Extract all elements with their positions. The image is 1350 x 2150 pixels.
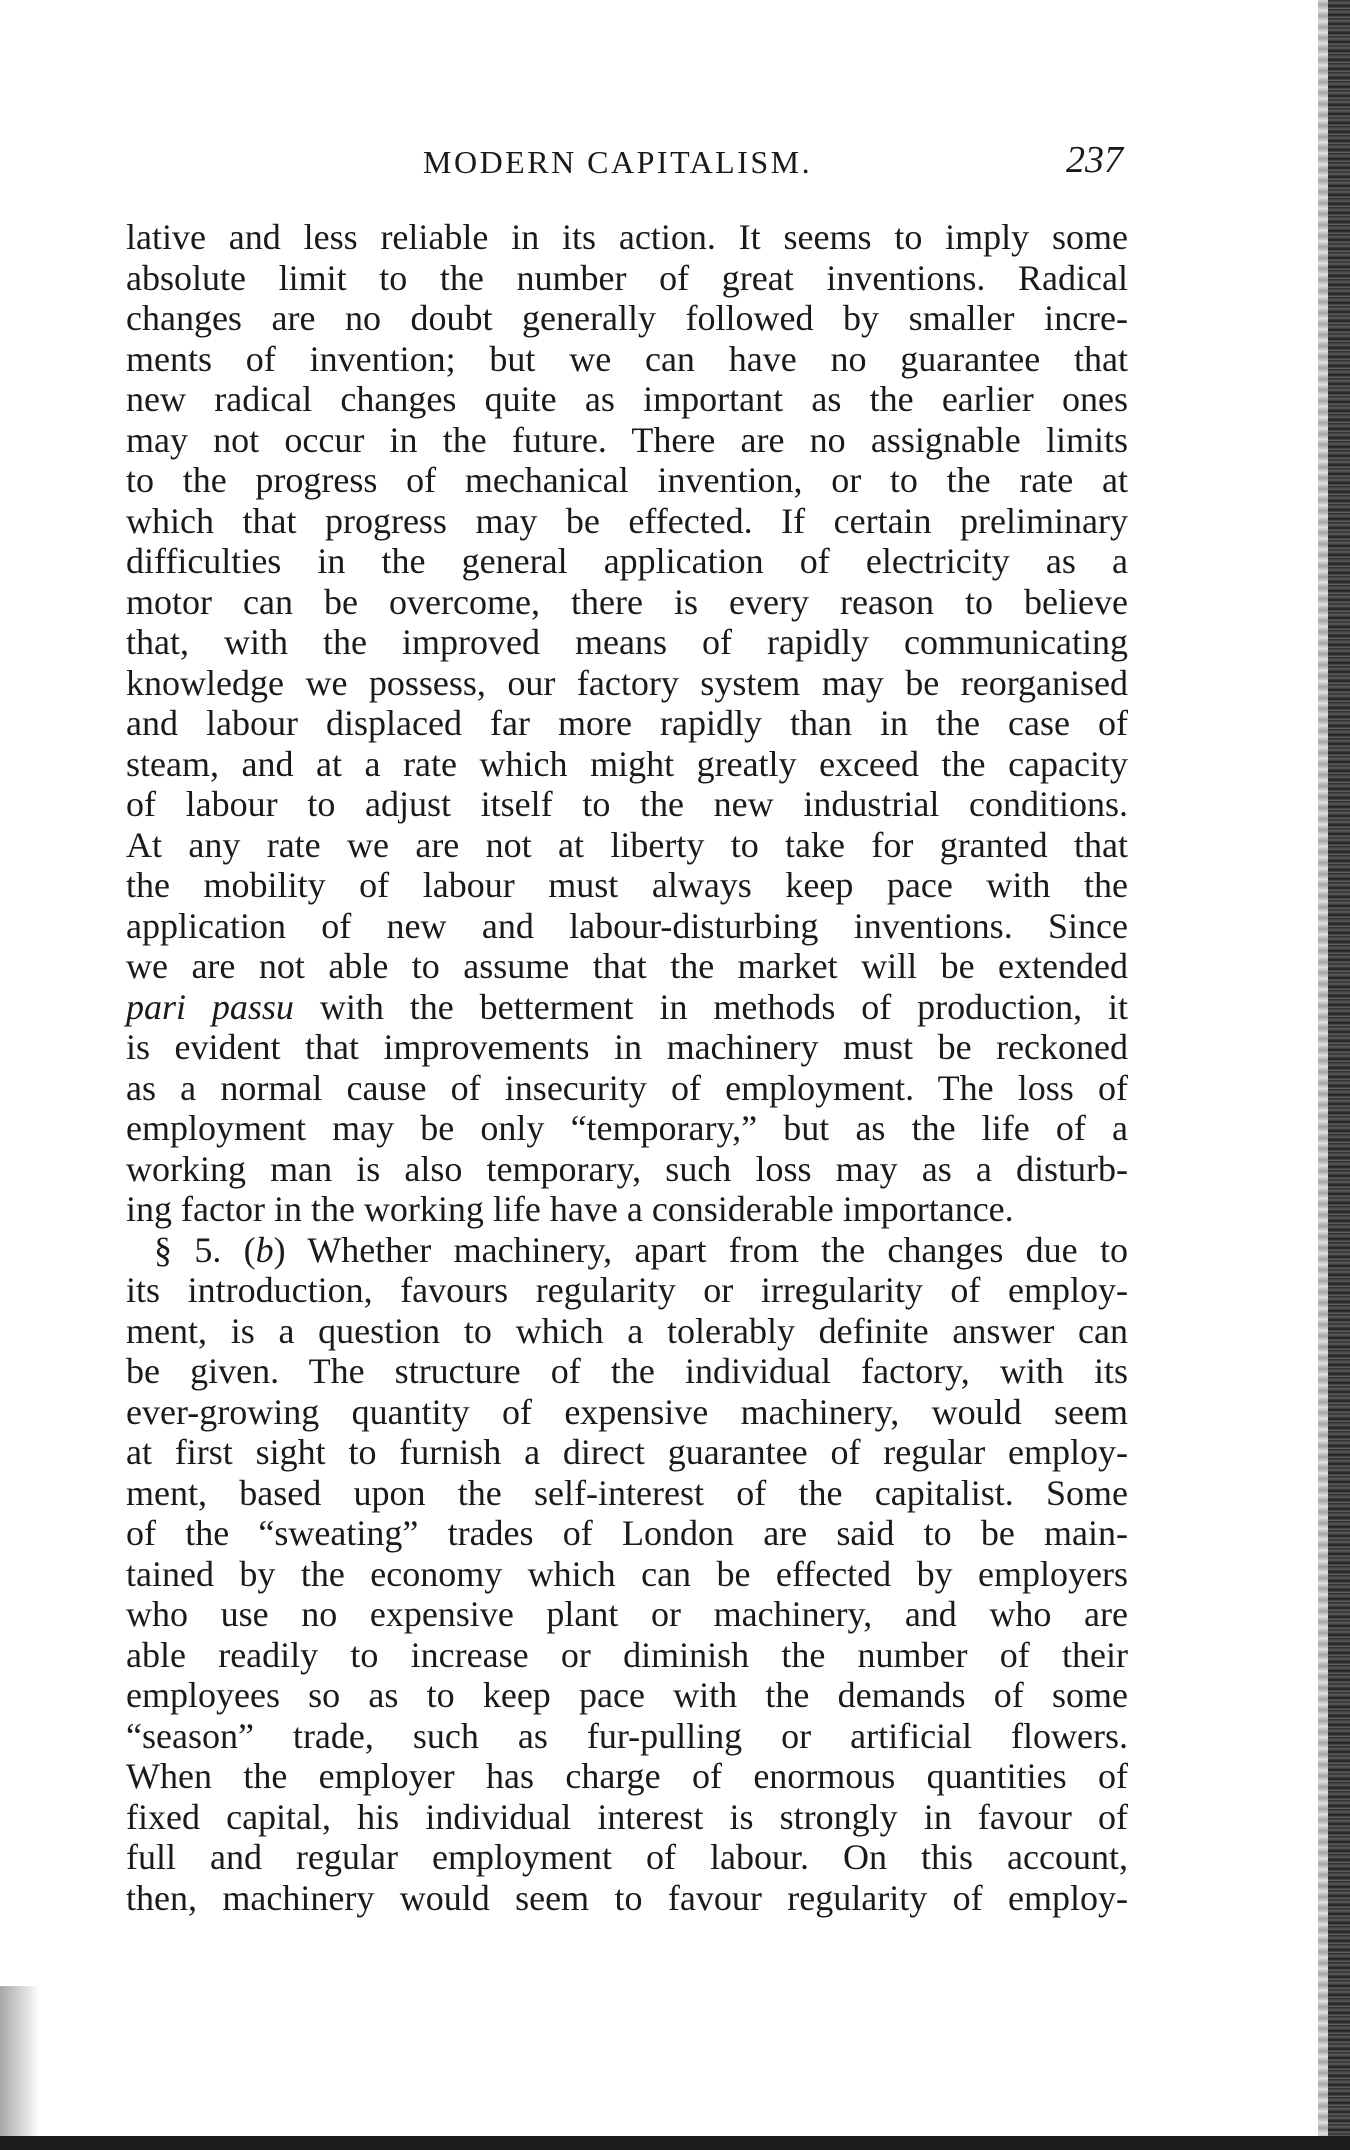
section-heading-line bbox=[126, 1230, 1128, 1271]
scan-edge-right bbox=[1328, 0, 1350, 2150]
running-head bbox=[0, 138, 1350, 188]
text-line: that, with the improved means of rapidly communicating bbox=[126, 622, 1128, 662]
text-line: we are not able to assume that the market will be extended bbox=[126, 946, 1128, 986]
scan-corner-shadow bbox=[0, 1986, 40, 2136]
text-run: with the betterment in methods of production, it bbox=[293, 986, 1129, 1027]
italic-letter: b bbox=[255, 1229, 274, 1270]
text-line: to the progress of mechanical invention, or to the rate at bbox=[126, 460, 1128, 500]
text-line: steam, and at a rate which might greatly exceed the capacity bbox=[126, 743, 1128, 784]
text-line: knowledge we possess, our factory system may be reorganised bbox=[126, 662, 1128, 703]
text-line: who use no expensive plant or machinery, and who are bbox=[126, 1594, 1128, 1634]
scan-edge-bottom bbox=[0, 2136, 1350, 2150]
text-line: of the “sweating” trades of London are said to be main- bbox=[126, 1513, 1128, 1553]
page-number: 237 bbox=[1066, 139, 1123, 181]
text-line: able readily to increase or diminish the number of their bbox=[126, 1634, 1128, 1675]
text-line: employees so as to keep pace with the demands of some bbox=[126, 1675, 1128, 1715]
text-line: ment, based upon the self-interest of the capitalist. Some bbox=[126, 1472, 1128, 1513]
text-line: at first sight to furnish a direct guarantee of regular employ- bbox=[126, 1432, 1128, 1472]
text-line: absolute limit to the number of great inventions. Radical bbox=[126, 257, 1128, 298]
text-line bbox=[126, 987, 1128, 1028]
text-line: full and regular employment of labour. On this account, bbox=[126, 1837, 1128, 1877]
text-line: When the employer has charge of enormous quantities of bbox=[126, 1756, 1128, 1796]
section-marker: § 5. ( bbox=[154, 1229, 256, 1270]
body-text bbox=[126, 217, 1128, 1918]
text-line: ment, is a question to which a tolerably definite answer can bbox=[126, 1310, 1128, 1351]
text-line: “season” trade, such as fur-pulling or artificial flowers. bbox=[126, 1715, 1128, 1756]
text-line: is evident that improvements in machinery must be reckoned bbox=[126, 1027, 1128, 1067]
paragraph-1 bbox=[126, 217, 1128, 987]
text-line: as a normal cause of insecurity of employment. The loss of bbox=[126, 1067, 1128, 1108]
text-line: application of new and labour-disturbing inventions. Since bbox=[126, 905, 1128, 946]
paragraph-2 bbox=[126, 1270, 1128, 1918]
text-line: working man is also temporary, such loss may as a disturb- bbox=[126, 1148, 1128, 1189]
text-line: ments of invention; but we can have no guarantee that bbox=[126, 338, 1128, 379]
text-line: At any rate we are not at liberty to take for granted that bbox=[126, 824, 1128, 865]
text-line: difficulties in the general application of electricity as a bbox=[126, 541, 1128, 581]
text-line: lative and less reliable in its action. It seems to imply some bbox=[126, 217, 1128, 257]
text-line: be given. The structure of the individual factory, with its bbox=[126, 1351, 1128, 1391]
text-line: the mobility of labour must always keep pace with the bbox=[126, 865, 1128, 905]
text-line: then, machinery would seem to favour regularity of employ- bbox=[126, 1877, 1128, 1918]
running-title: MODERN CAPITALISM. bbox=[423, 144, 813, 180]
italic-phrase: pari passu bbox=[126, 986, 294, 1027]
text-line: new radical changes quite as important as the earlier ones bbox=[126, 379, 1128, 419]
text-line: of labour to adjust itself to the new industrial conditions. bbox=[126, 784, 1128, 824]
text-line: fixed capital, his individual interest is strongly in favour of bbox=[126, 1796, 1128, 1837]
text-line: its introduction, favours regularity or irregularity of employ- bbox=[126, 1270, 1128, 1310]
text-line: motor can be overcome, there is every reason to believe bbox=[126, 581, 1128, 622]
text-line: ing factor in the working life have a considerable importance. bbox=[126, 1189, 1014, 1229]
text-line: employment may be only “temporary,” but as the life of a bbox=[126, 1108, 1128, 1148]
text-run: ) Whether machinery, apart from the changes due to bbox=[273, 1229, 1128, 1270]
text-line: may not occur in the future. There are no assignable limits bbox=[126, 419, 1128, 460]
text-line: and labour displaced far more rapidly than in the case of bbox=[126, 703, 1128, 743]
text-line: ever-growing quantity of expensive machinery, would seem bbox=[126, 1391, 1128, 1432]
scan-edge-shadow bbox=[1318, 0, 1328, 2150]
paragraph-1-continued bbox=[126, 1027, 1128, 1230]
text-line: changes are no doubt generally followed by smaller incre- bbox=[126, 298, 1128, 338]
text-line: tained by the economy which can be effected by employers bbox=[126, 1553, 1128, 1594]
text-line: which that progress may be effected. If certain preliminary bbox=[126, 500, 1128, 541]
